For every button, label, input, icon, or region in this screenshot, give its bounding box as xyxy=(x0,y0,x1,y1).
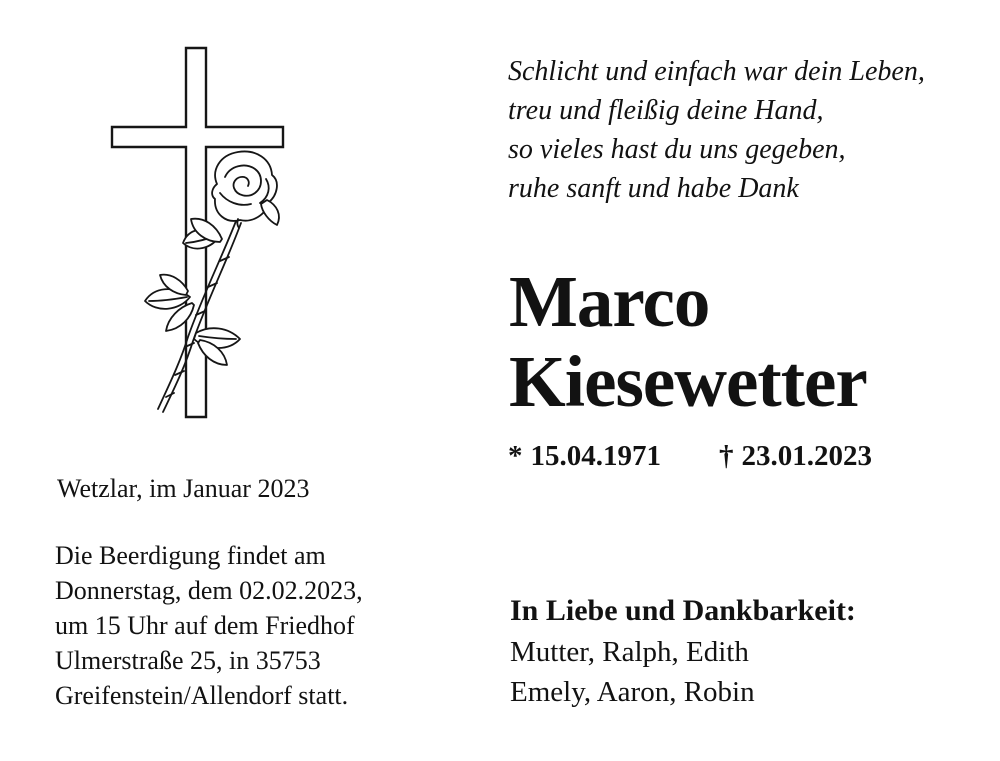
closing-block xyxy=(510,590,856,712)
life-dates xyxy=(508,440,872,473)
verse-line: treu und fleißig deine Hand, xyxy=(508,95,824,126)
deceased-last-name: Kiesewetter xyxy=(509,341,867,422)
verse-line: Schlicht und einfach war dein Leben, xyxy=(508,56,925,87)
mourners-line: Emely, Aaron, Robin xyxy=(510,676,755,708)
cross-with-rose-icon xyxy=(90,35,310,435)
birth-star-symbol: * xyxy=(508,440,523,472)
death-date xyxy=(719,440,872,473)
funeral-info-line: Ulmerstraße 25, in 35753 xyxy=(55,646,321,675)
funeral-info-line: um 15 Uhr auf dem Friedhof xyxy=(55,611,355,640)
funeral-info xyxy=(55,538,363,713)
funeral-info-line: Donnerstag, dem 02.02.2023, xyxy=(55,576,363,605)
death-cross-symbol: † xyxy=(719,440,734,472)
deceased-name xyxy=(509,262,867,422)
verse-line: ruhe sanft und habe Dank xyxy=(508,173,799,204)
death-date-value: 23.01.2023 xyxy=(741,440,872,472)
deceased-first-name: Marco xyxy=(509,261,710,342)
place-date-line: Wetzlar, im Januar 2023 xyxy=(57,474,310,503)
verse-line: so vieles hast du uns gegeben, xyxy=(508,134,846,165)
closing-heading: In Liebe und Dankbarkeit: xyxy=(510,594,856,627)
memorial-verse xyxy=(508,52,925,208)
mourners-line: Mutter, Ralph, Edith xyxy=(510,636,749,668)
funeral-info-line: Die Beerdigung findet am xyxy=(55,541,326,570)
funeral-info-line: Greifenstein/Allendorf statt. xyxy=(55,681,349,710)
birth-date-value: 15.04.1971 xyxy=(530,440,661,472)
birth-date xyxy=(508,440,661,473)
